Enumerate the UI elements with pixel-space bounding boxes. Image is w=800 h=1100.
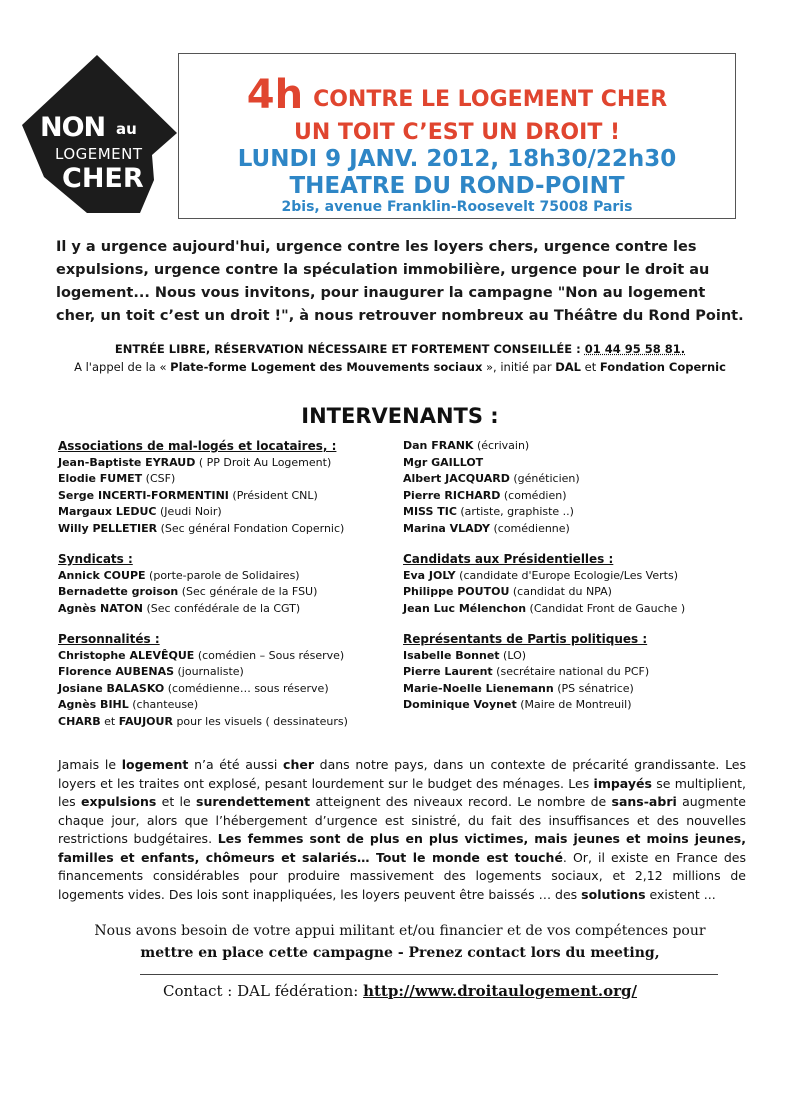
speaker-role: (candidate d'Europe Ecologie/Les Verts)	[455, 568, 678, 582]
paragraph-emphasis: sans-abri	[611, 794, 677, 809]
speaker-role: (LO)	[499, 648, 527, 662]
speaker-name: Dominique Voynet	[403, 698, 517, 711]
speaker-row	[403, 471, 733, 488]
speaker-role: (Sec générale de la FSU)	[178, 585, 318, 598]
speaker-row	[403, 648, 733, 665]
speaker-name: Annick COUPE	[58, 568, 146, 582]
speaker-role: (Sec confédérale de la CGT)	[142, 601, 301, 615]
paragraph-emphasis: expulsions	[81, 794, 157, 809]
paragraph-text: augmente chaque jour, alors que l’hébergement d’urgence est sinistré, du fait des insuffisances et des nouvelles restrictions budgétaires.	[58, 794, 746, 846]
paragraph-emphasis: impayés	[593, 775, 652, 791]
entry-info	[0, 342, 800, 356]
speaker-row	[58, 584, 388, 601]
speaker-name: Margaux LEDUC	[58, 505, 157, 518]
speaker-name: MISS TIC	[403, 505, 457, 518]
context-paragraph	[58, 756, 746, 904]
header-slogan: UN TOIT C’EST UN DROIT !	[293, 120, 621, 145]
paragraph-text: atteignent des niveaux record. Le nombre de	[310, 794, 612, 809]
speaker-row	[58, 664, 388, 681]
speaker-role: ( PP Droit Au Logement)	[195, 455, 332, 469]
speaker-role: (porte-parole de Solidaires)	[145, 568, 300, 582]
section-heading: Représentants de Partis politiques :	[403, 632, 648, 646]
call-info	[0, 360, 800, 374]
speaker-role: (écrivain)	[473, 439, 530, 452]
speaker-row	[58, 471, 388, 488]
intro-paragraph: Il y a urgence aujourd'hui, urgence contre les loyers chers, urgence contre les expulsions, urgence contre la spéculation immobilière, urgence pour le droit au logement... Nous vous invitons, pour inaugurer la campagne "Non au logement cher, un toit c’est un droit !", à nous retrouver nombreux au Théâtre du Rond Point.	[56, 239, 744, 324]
speaker-row	[58, 681, 388, 698]
speaker-row	[403, 521, 733, 538]
speaker-row	[403, 455, 733, 472]
contact-line	[0, 982, 800, 1000]
speakers-right-column	[403, 438, 733, 714]
header-venue: THEATRE DU ROND-POINT	[289, 173, 625, 199]
speaker-name: Florence AUBENAS	[58, 665, 175, 678]
speaker-row	[58, 504, 388, 521]
entry-phone: 01 44 95 58 81.	[584, 342, 686, 356]
speaker-role: pour les visuels ( dessinateurs)	[172, 714, 348, 728]
header-4h: 4h	[246, 72, 304, 118]
speaker-role: (comédienne)	[489, 521, 570, 535]
speaker-role: et	[100, 714, 119, 728]
speaker-role: (secrétaire national du PCF)	[492, 665, 650, 678]
logo-au: au	[116, 120, 137, 138]
speaker-name: Jean-Baptiste EYRAUD	[58, 455, 196, 469]
speaker-role: (Jeudi Noir)	[156, 505, 222, 518]
speaker-name: Pierre RICHARD	[403, 488, 501, 502]
divider	[140, 974, 718, 975]
support-appeal	[0, 920, 800, 964]
speaker-row	[403, 681, 733, 698]
call-prefix: A l'appel de la «	[74, 360, 171, 374]
speaker-role: (CSF)	[142, 472, 176, 485]
call-copernic: Fondation Copernic	[599, 360, 726, 374]
support-line-2: mettre en place cette campagne - Prenez contact lors du meeting,	[140, 945, 660, 961]
speaker-name: FAUJOUR	[118, 714, 173, 728]
speaker-row	[403, 568, 733, 585]
speaker-name: Philippe POUTOU	[403, 585, 510, 598]
speaker-role: (Maire de Montreuil)	[516, 698, 632, 711]
speaker-name: CHARB	[58, 714, 101, 728]
paragraph-emphasis: cher	[283, 757, 314, 772]
paragraph-text: existent ...	[645, 886, 716, 902]
section-gap	[403, 537, 733, 551]
speaker-name: Jean Luc Mélenchon	[403, 601, 527, 615]
paragraph-text: dans notre pays, dans un contexte de précarité grandissante. Les loyers et les traites ont explosé, pesant lourdement sur le budget des ménages. Les	[58, 757, 747, 791]
speaker-name: Agnès NATON	[58, 601, 143, 615]
contact-label: Contact : DAL fédération:	[162, 982, 364, 1000]
paragraph-text: et le	[156, 794, 197, 809]
logo	[22, 55, 177, 213]
speaker-role: (Candidat Front de Gauche )	[526, 601, 686, 615]
paragraph-emphasis: Les femmes sont de plus en plus victimes, mais jeunes et moins jeunes, familles et enfants, chômeurs et salariés… Tout le monde est touché	[58, 831, 746, 865]
paragraph-text: se multiplient, les	[58, 775, 747, 809]
speaker-name: Bernadette groison	[58, 585, 179, 598]
header-date: LUNDI 9 JANV. 2012, 18h30/22h30	[237, 146, 677, 172]
speaker-row	[58, 568, 388, 585]
speaker-role: (journaliste)	[174, 665, 244, 678]
speaker-name: Serge INCERTI-FORMENTINI	[58, 488, 229, 502]
speaker-row	[403, 664, 733, 681]
speaker-row	[58, 697, 388, 714]
section-heading: Associations de mal-logés et locataires, :	[58, 439, 337, 453]
speaker-name: Willy PELLETIER	[58, 521, 158, 535]
support-line-1: Nous avons besoin de votre appui militant et/ou financier et de vos compétences pour	[94, 923, 706, 939]
speaker-role: (comédien – Sous réserve)	[194, 648, 345, 662]
paragraph-text: n’a été aussi	[188, 757, 284, 772]
speaker-name: Isabelle Bonnet	[403, 648, 500, 662]
speaker-name: Dan FRANK	[403, 439, 474, 452]
speaker-name: Christophe ALEVÊQUE	[58, 648, 195, 662]
speaker-role: (Sec général Fondation Copernic)	[157, 521, 345, 535]
contact-link[interactable]: http://www.droitaulogement.org/	[363, 982, 638, 1000]
speaker-role: (généticien)	[509, 472, 580, 485]
speaker-name: Agnès BIHL	[58, 698, 129, 711]
speaker-role: (PS sénatrice)	[553, 681, 634, 695]
speaker-row	[403, 488, 733, 505]
speaker-role: (artiste, graphiste ..)	[456, 505, 574, 518]
paragraph-emphasis: logement	[121, 757, 189, 772]
call-dal: DAL	[555, 360, 581, 374]
logo-logement: LOGEMENT	[55, 145, 143, 163]
section-heading: Syndicats :	[58, 552, 133, 566]
speaker-role: (Président CNL)	[228, 488, 318, 502]
intervenants-title: INTERVENANTS :	[301, 404, 499, 428]
speaker-role: (comédienne… sous réserve)	[164, 681, 329, 695]
speaker-name: Marina VLADY	[403, 521, 490, 535]
speaker-row	[58, 648, 388, 665]
speaker-row	[58, 488, 388, 505]
speaker-role: (chanteuse)	[128, 698, 199, 711]
logo-non: NON	[40, 112, 106, 143]
speaker-name: Eva JOLY	[403, 568, 456, 582]
call-platform: Plate-forme Logement des Mouvements sociaux	[170, 360, 483, 374]
speaker-row	[403, 504, 733, 521]
call-and: et	[581, 360, 600, 374]
call-middle: », initié par	[482, 360, 556, 374]
speaker-name: Mgr GAILLOT	[403, 455, 484, 469]
section-heading: Candidats aux Présidentielles :	[403, 552, 614, 566]
speaker-name: Albert JACQUARD	[403, 472, 510, 485]
speaker-row	[58, 455, 388, 472]
header-box	[178, 53, 736, 219]
paragraph-emphasis: solutions	[581, 886, 646, 902]
section-gap	[58, 537, 388, 551]
header-title: CONTRE LE LOGEMENT CHER	[313, 87, 668, 112]
speaker-row	[58, 601, 388, 618]
speaker-row	[403, 438, 733, 455]
logo-cher: CHER	[62, 163, 144, 194]
speaker-name: Marie-Noelle Lienemann	[403, 681, 554, 695]
speakers-left-column	[58, 438, 388, 730]
section-heading: Personnalités :	[58, 632, 160, 646]
section-gap	[403, 617, 733, 631]
paragraph-text: Jamais le	[58, 757, 122, 772]
speaker-row	[403, 601, 733, 618]
speaker-row	[403, 697, 733, 714]
speaker-row	[403, 584, 733, 601]
speaker-row	[58, 714, 388, 731]
speaker-name: Pierre Laurent	[403, 665, 493, 678]
header-address: 2bis, avenue Franklin-Roosevelt 75008 Paris	[281, 199, 633, 215]
speaker-role: (comédien)	[500, 488, 567, 502]
speaker-row	[58, 521, 388, 538]
section-gap	[58, 617, 388, 631]
speaker-name: Elodie FUMET	[58, 472, 143, 485]
header-line-1	[179, 72, 735, 118]
paragraph-text: . Or, il existe en France des financements considérables pour produire massivement des logements sociaux, et 2,12 millions de logements vides. Des lois sont inappliquées, les loyers peuvent être baissés … des	[58, 849, 746, 902]
speaker-name: Josiane BALASKO	[58, 681, 165, 695]
speaker-role: (candidat du NPA)	[509, 585, 612, 598]
paragraph-emphasis: surendettement	[196, 794, 311, 809]
entry-label: ENTRÉE LIBRE, RÉSERVATION NÉCESSAIRE ET FORTEMENT CONSEILLÉE :	[114, 342, 585, 356]
